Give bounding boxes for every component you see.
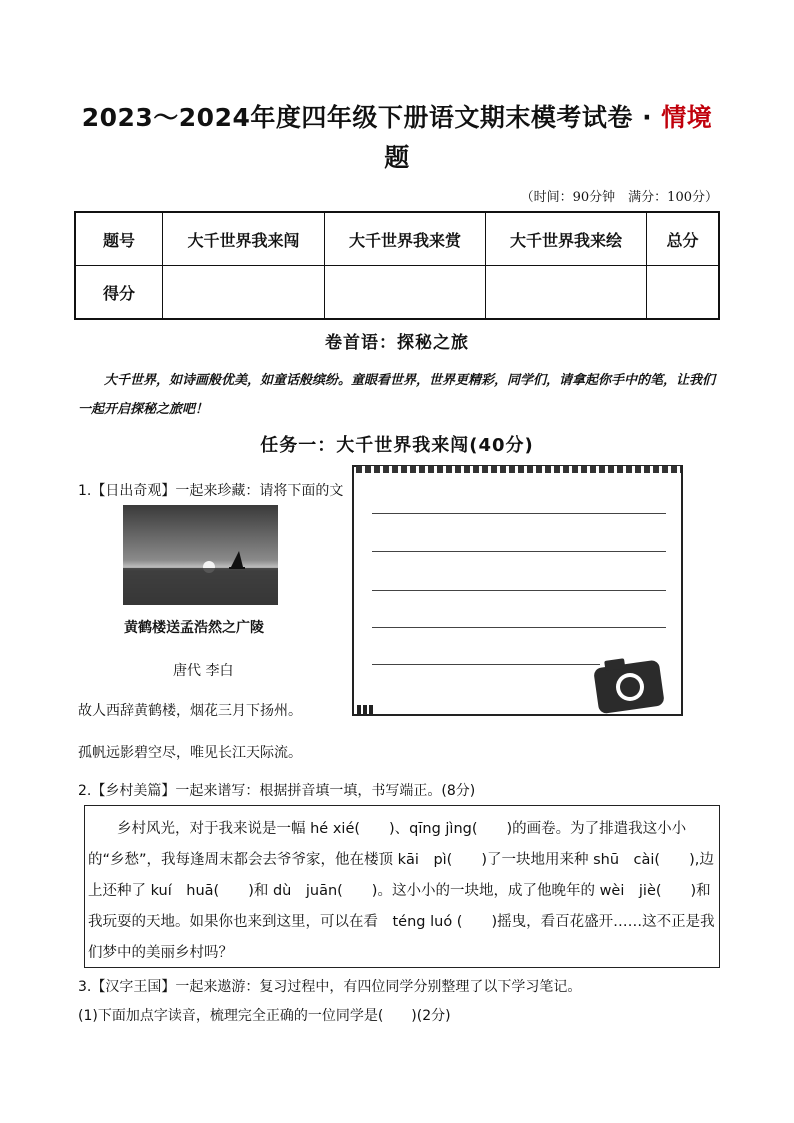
writing-line xyxy=(372,513,666,514)
title-line2: 题 xyxy=(384,143,410,172)
header-cell: 题号 xyxy=(75,212,163,266)
writing-line xyxy=(372,664,600,665)
q2-passage-box xyxy=(84,805,720,968)
title-main: 2023～2024年度四年级下册语文期末模考试卷 · xyxy=(81,103,662,132)
camera-icon xyxy=(590,652,666,714)
writing-line xyxy=(372,590,666,591)
poem-line-2: 孤帆远影碧空尽，唯见长江天际流。 xyxy=(78,745,302,761)
q1-label: 1.【日出奇观】一起来珍藏：请将下面的文 xyxy=(78,483,344,499)
score-cell[interactable] xyxy=(325,266,486,320)
q2-label: 2.【乡村美篇】一起来谱写：根据拼音填一填，书写端正。(8分) xyxy=(78,783,476,799)
header-cell: 总分 xyxy=(647,212,720,266)
page-title xyxy=(60,98,734,178)
frame-border-decoration xyxy=(356,466,681,473)
row-label: 得分 xyxy=(75,266,163,320)
header-cell: 大千世界我来闯 xyxy=(163,212,325,266)
writing-line xyxy=(372,551,666,552)
score-cell[interactable] xyxy=(647,266,720,320)
header-cell: 大千世界我来绘 xyxy=(486,212,647,266)
frame-bars-decoration xyxy=(357,701,375,713)
writing-line xyxy=(372,627,666,628)
score-table xyxy=(74,211,720,320)
score-table-header-row xyxy=(75,212,719,266)
preface-text: 大千世界，如诗画般优美，如童话般缤纷。童眼看世界，世界更精彩，同学们，请拿起你手中的笔，让我们一起开启探秘之旅吧！ xyxy=(78,373,716,417)
score-cell[interactable] xyxy=(486,266,647,320)
task1-heading: 任务一：大千世界我来闯(40分) xyxy=(260,435,534,456)
preface-heading: 卷首语：探秘之旅 xyxy=(325,333,469,353)
q3-label: 3.【汉字王国】一起来遨游：复习过程中，有四位同学分别整理了以下学习笔记。 xyxy=(78,979,582,995)
q3-sub1: (1)下面加点字读音，梳理完全正确的一位同学是( )(2分) xyxy=(78,1008,451,1024)
poem-line-1: 故人西辞黄鹤楼，烟花三月下扬州。 xyxy=(78,703,302,719)
time-info: （时间：90分钟 满分：100分） xyxy=(520,190,718,205)
poem-title: 黄鹤楼送孟浩然之广陵 xyxy=(124,620,264,636)
score-cell[interactable] xyxy=(163,266,325,320)
score-table-score-row xyxy=(75,266,719,320)
title-highlight: 情境 xyxy=(661,103,713,132)
q2-passage: 乡村风光，对于我来说是一幅 hé xié( )、qīng jìng( )的画卷。为了排遣我这小小的“乡愁”，我每逢周末都会去爷爷家，他在楼顶 kāi pì( )了一块地用来种 shū cài( ),边上还种了 kuí huā( )和 dù juān( )。这小小的一块地，成了他晚年的 wèi jiè( )和我玩耍的天地。如果你也来到这里，可以在看 téng luó ( )摇曳，看百花盛开……这不正是我们梦中的美丽乡村吗？ xyxy=(88,821,715,961)
header-cell: 大千世界我来赏 xyxy=(325,212,486,266)
poem-author: 唐代 李白 xyxy=(173,663,234,679)
sunset-sea-photo-icon xyxy=(123,505,278,605)
